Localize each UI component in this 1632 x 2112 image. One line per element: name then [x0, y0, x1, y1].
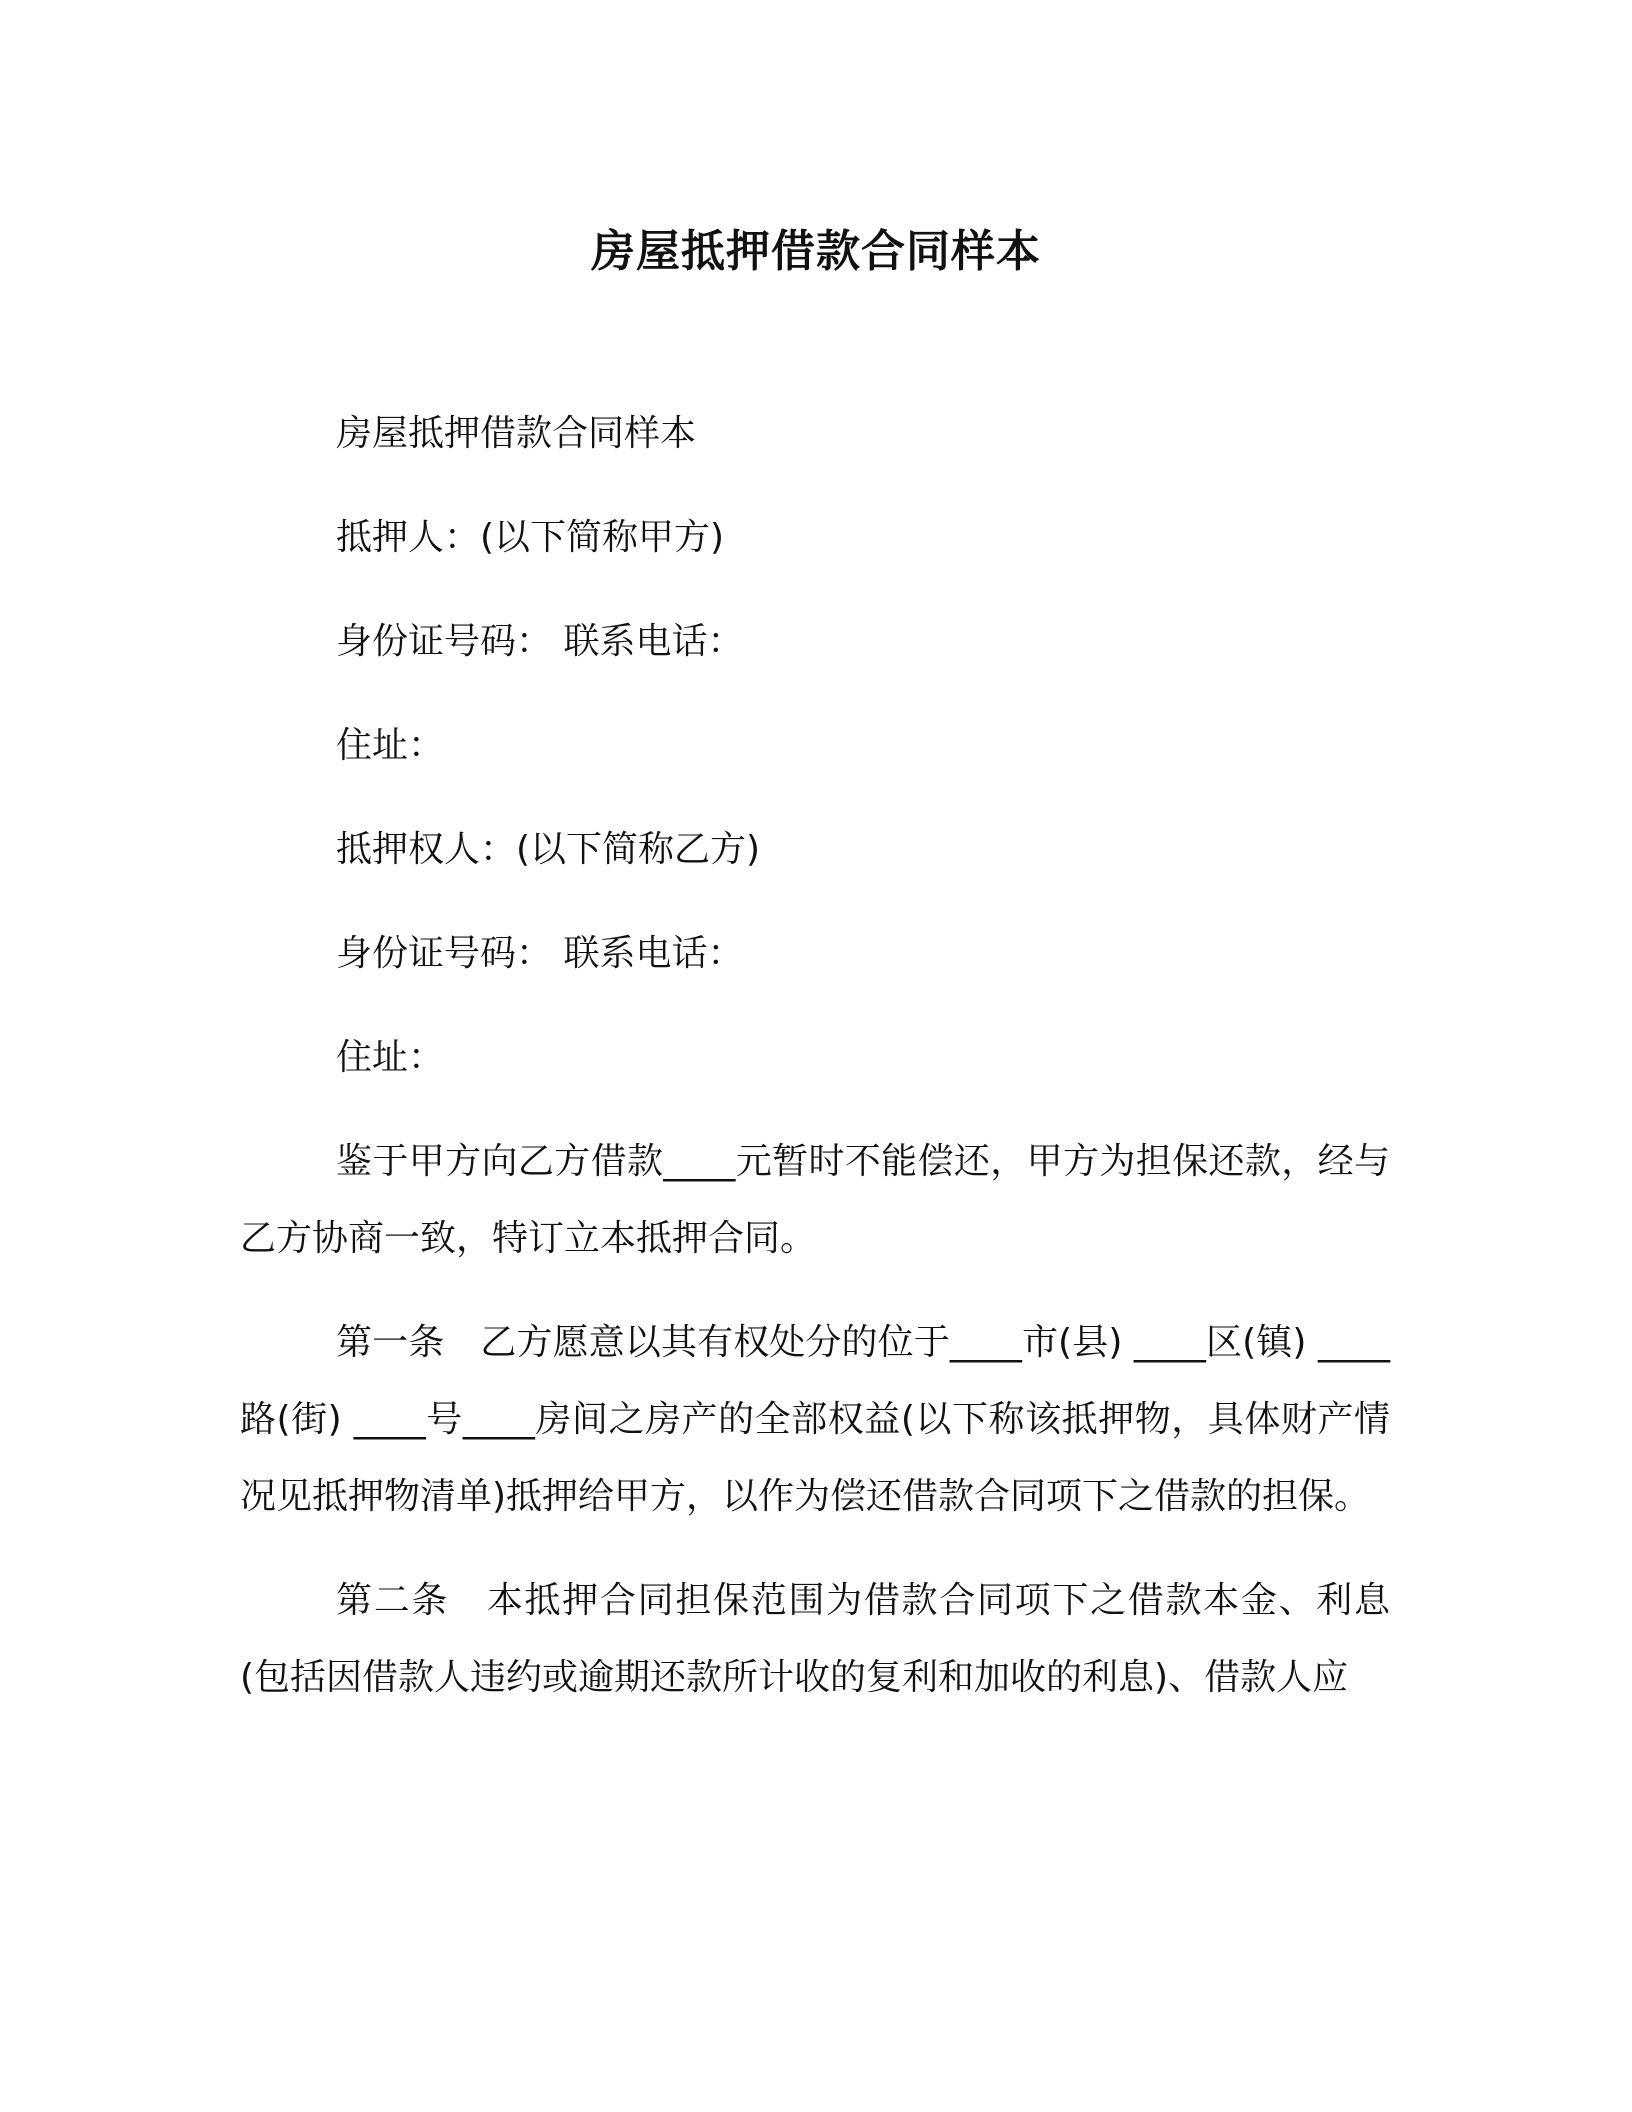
- paragraph-mortgagor-id-phone: 身份证号码： 联系电话：: [336, 621, 744, 662]
- paragraph-preamble: 鉴于甲方向乙方借款____元暂时不能偿还，甲方为担保还款，经与乙方协商一致，特订立本抵押合同。: [240, 1141, 1390, 1259]
- paragraph-mortgagor-address: 住址：: [336, 725, 445, 766]
- paragraph-article-1: 第一条 乙方愿意以其有权处分的位于____市(县) ____区(镇) ____路(街) ____号____房间之房产的全部权益(以下称该抵押物，具体财产情况见抵押物清单)抵押给甲方，以作为偿还借款合同项下之借款的担保。: [240, 1322, 1390, 1517]
- paragraph-article-2: 第二条 本抵押合同担保范围为借款合同项下之借款本金、利息(包括因借款人违约或逾期还款所计收的复利和加收的利息)、借款人应: [240, 1580, 1390, 1698]
- paragraph-mortgagor: 抵押人：(以下简称甲方): [336, 517, 725, 558]
- paragraph-mortgagee: 抵押权人：(以下简称乙方): [336, 829, 761, 870]
- paragraph-mortgagee-id-phone: 身份证号码： 联系电话：: [336, 933, 744, 974]
- document-title: 房屋抵押借款合同样本: [591, 226, 1041, 277]
- paragraph-mortgagee-address: 住址：: [336, 1037, 445, 1078]
- document-body: [240, 395, 1390, 1716]
- paragraph-subtitle: 房屋抵押借款合同样本: [336, 413, 697, 454]
